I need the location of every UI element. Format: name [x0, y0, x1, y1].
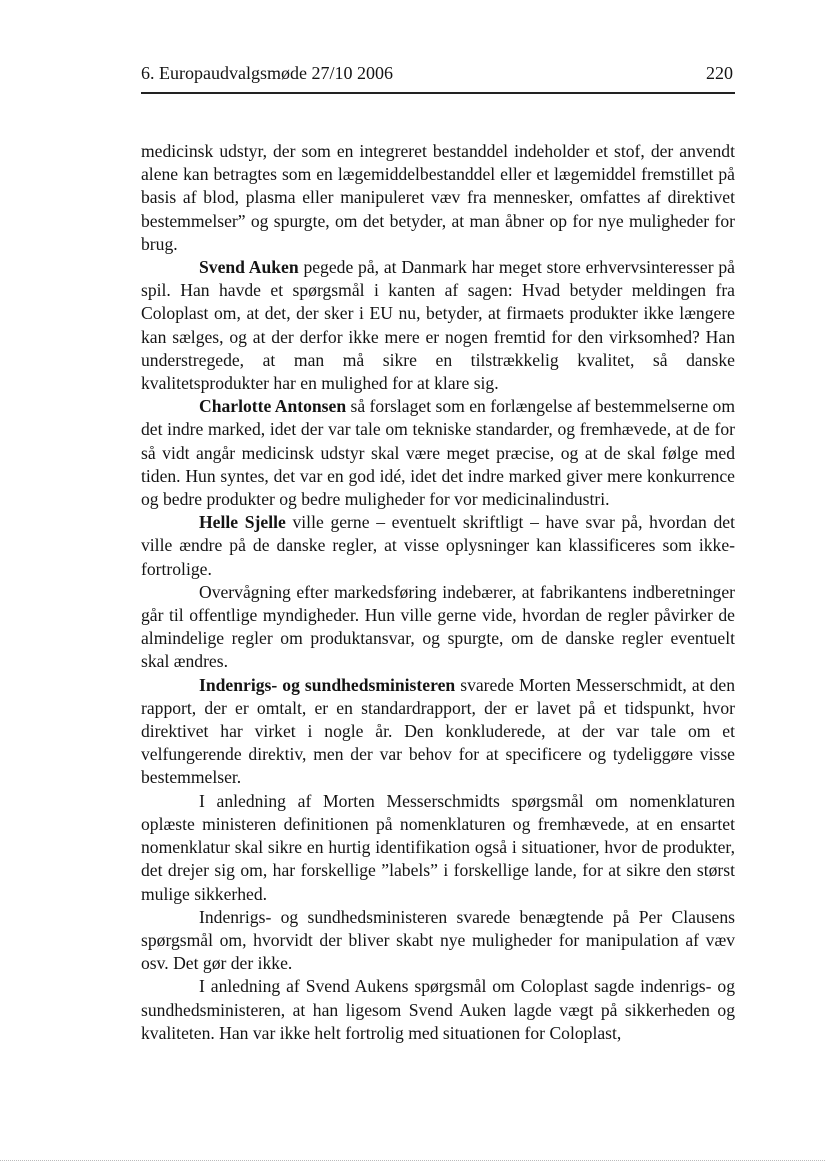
scan-edge-line	[0, 1160, 825, 1161]
paragraph-6	[141, 674, 735, 790]
paragraph-1	[141, 140, 735, 256]
header-title: 6. Europaudvalgsmøde 27/10 2006	[141, 63, 393, 83]
paragraph-text: medicinsk udstyr, der som en integreret bestanddel indeholder et stof, der anvendt alene kan betragtes som en lægemiddelbestanddel eller et lægemiddel fremstillet på basis af blod, plasma eller manipuleret væv fra mennesker, omfattes af direktivet bestemmelser” og spurgte, om det betyder, at man åbner op for nye muligheder for brug.	[141, 141, 735, 254]
speaker-name: Indenrigs- og sundhedsministeren	[199, 674, 456, 695]
paragraph-text: Overvågning efter markedsføring indebærer, at fabrikantens indberetninger går til offentlige myndigheder. Hun ville gerne vide, hvordan de regler påvirker de almindelige regler om produktansvar, og spurgte, om de danske regler eventuelt skal ændres.	[141, 581, 735, 672]
paragraph-3	[141, 395, 735, 511]
paragraph-2	[141, 256, 735, 395]
speaker-name: Svend Auken	[199, 257, 299, 278]
paragraph-text: ville gerne – eventuelt skriftligt – have svar på, hvordan det ville ændre på de danske regler, at visse oplysninger kan klassificeres som ikke-fortrolige.	[141, 512, 736, 579]
paragraph-text: I anledning af Morten Messerschmidts spørgsmål om nomenklaturen oplæste ministeren definitionen på nomenklaturen og fremhævede, at en ensartet nomenklatur skal sikre en hurtig identifikation også i situationer, hvor de produkter, det drejer sig om, har forskellige ”labels” i forskellige lande, for at sikre den størst mulige sikkerhed.	[141, 790, 735, 904]
paragraph-text: Indenrigs- og sundhedsministeren svarede benægtende på Per Clausens spørgsmål om, hvorvidt der bliver skabt nye muligheder for manipulation af væv osv. Det gør der ikke.	[141, 906, 735, 974]
speaker-name: Helle Sjelle	[199, 512, 286, 533]
paragraph-8	[141, 906, 735, 976]
speaker-name: Charlotte Antonsen	[199, 396, 347, 417]
page-number: 220	[706, 63, 733, 83]
paragraph-text: pegede på, at Danmark har meget store erhvervsinteresser på spil. Han havde et spørgsmål i kanten af sagen: Hvad betyder meldingen fra Coloplast om, at det, der sker i EU nu, betyder, at firmaets produkter ikke længere kan sælges, og at der derfor ikke mere er nogen fremtid for den virksomhed? Han understregede, at man må sikre en tilstrækkelig kvalitet, så danske kvalitetsprodukter har en mulighed for at klare sig.	[141, 257, 735, 394]
paragraph-9	[141, 975, 735, 1045]
paragraph-text: I anledning af Svend Aukens spørgsmål om Coloplast sagde indenrigs- og sundhedsministeren, at han ligesom Svend Auken lagde vægt på sikkerheden og kvaliteten. Han var ikke helt fortrolig med situationen for Coloplast,	[141, 976, 735, 1043]
paragraph-5	[141, 581, 735, 674]
paragraph-text: svarede Morten Messerschmidt, at den rapport, der er omtalt, er en standardrapport, der er lavet på et tidspunkt, hvor direktivet har virket i nogle år. Den konkluderede, at der var tale om et velfungerende direktiv, men der var behov for at specificere og tydeliggøre visse bestemmelser.	[141, 674, 735, 788]
paragraph-text: så forslaget som en forlængelse af bestemmelserne om det indre marked, idet der var tale om tekniske standarder, og fremhævede, at de for så vidt angår medicinsk udstyr skal være meget præcise, og at de skal følge med tiden. Hun syntes, det var en god idé, idet det indre marked giver mere konkurrence og bedre produkter og bedre muligheder for vor medicinalindustri.	[141, 396, 736, 510]
paragraph-4	[141, 511, 735, 581]
header-rule	[141, 92, 735, 94]
paragraph-7	[141, 790, 735, 906]
body-text	[141, 140, 735, 1045]
page-header	[141, 58, 735, 88]
